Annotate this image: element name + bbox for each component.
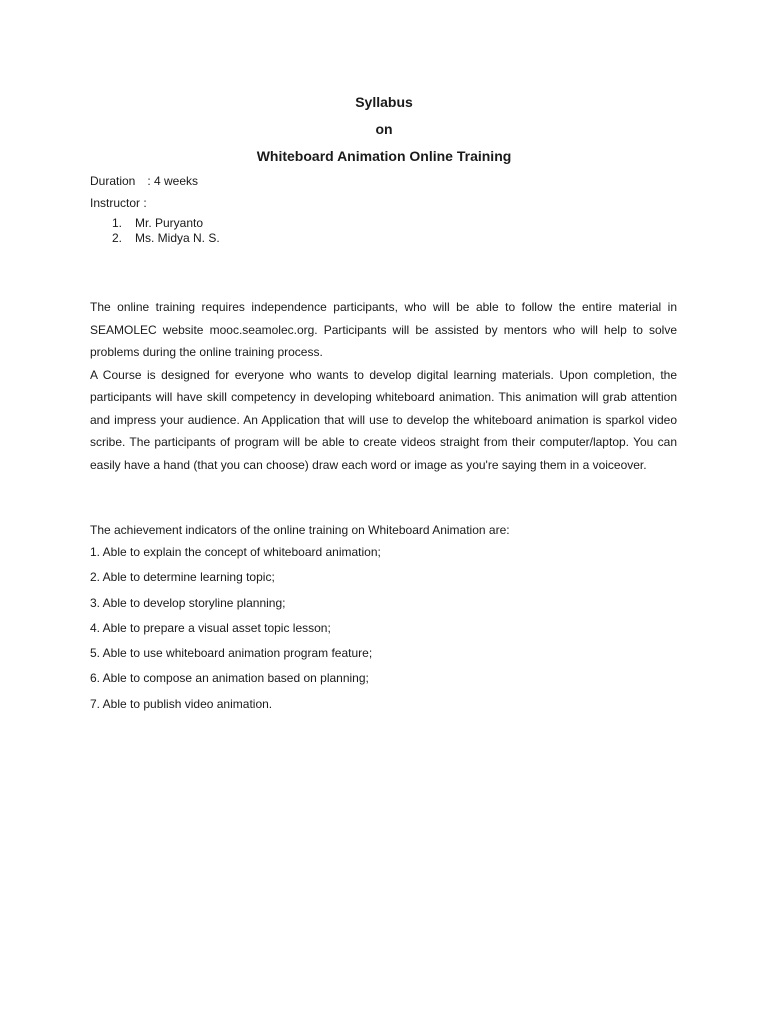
course-description [90,296,677,476]
achievement-item: 7. Able to publish video animation. [90,696,273,711]
achievement-item: 3. Able to develop storyline planning; [90,595,286,610]
description-paragraph: A Course is designed for everyone who wants to develop digital learning materials. Upon completion, the participants will have skill competency in developing whiteboard animation. This animation will grab attention and impress your audience. An Application that will use to develop the whiteboard animation is sparkol video scribe. The participants of program will be able to create videos straight from their computer/laptop. You can easily have a hand (that you can choose) draw each word or image as you're saying them in a voiceover. [90,367,677,472]
instructor-item [112,216,220,231]
instructor-row [90,194,220,216]
achievement-intro: The achievement indicators of the online training on Whiteboard Animation are: [90,523,510,537]
instructor-number: 1. [112,216,123,230]
title-course-name: Whiteboard Animation Online Training [256,148,512,164]
achievement-list [90,543,677,720]
instructor-name: Ms. Midya N. S. [135,231,220,245]
instructor-list [112,216,220,246]
title-on: on [375,121,393,137]
course-meta [90,172,220,246]
duration-row [90,172,220,194]
description-paragraph: The online training requires independence participants, who will be able to follow the entire material in SEAMOLEC website mooc.seamolec.org. Participants will be assisted by mentors who will help to solve problems during the online training process. [90,300,677,359]
instructor-number: 2. [112,231,123,245]
achievement-item: 1. Able to explain the concept of whiteboard animation; [90,545,381,559]
title-syllabus: Syllabus [355,94,413,110]
document-title [0,92,768,173]
duration-value: : 4 weeks [147,174,199,188]
achievement-indicators [90,521,677,720]
achievement-item: 5. Able to use whiteboard animation program feature; [90,646,373,661]
achievement-item: 4. Able to prepare a visual asset topic lesson; [90,620,331,635]
duration-label: Duration [90,174,136,188]
instructor-item [112,231,220,246]
achievement-item: 2. Able to determine learning topic; [90,570,275,585]
instructor-name: Mr. Puryanto [135,216,204,230]
achievement-item: 6. Able to compose an animation based on planning; [90,671,369,686]
instructor-label: Instructor : [90,196,147,210]
